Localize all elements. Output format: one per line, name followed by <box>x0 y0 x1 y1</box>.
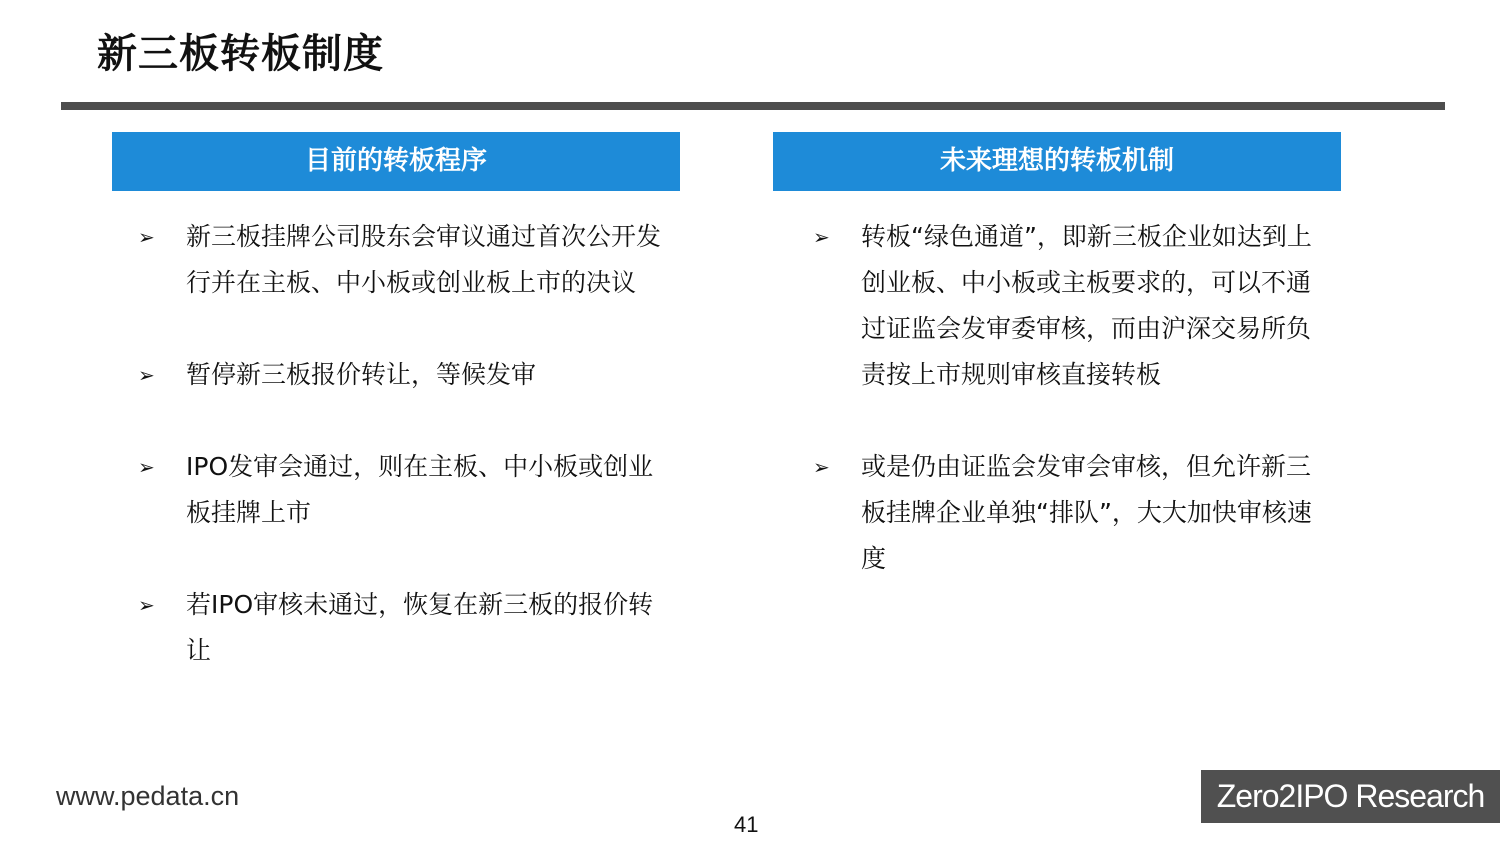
future-mechanism-column <box>773 132 1341 573</box>
page-number: 41 <box>734 812 759 837</box>
list-item <box>138 582 668 674</box>
list-item <box>138 444 668 536</box>
bullet-text: 或是仍由证监会发审会审核，但允许新三板挂牌企业单独“排队”，大大加快审核速度 <box>861 452 1312 573</box>
bullet-text: 新三板挂牌公司股东会审议通过首次公开发行并在主板、中小板或创业板上市的决议 <box>186 222 662 297</box>
bullet-text: IPO发审会通过，则在主板、中小板或创业板挂牌上市 <box>186 452 654 527</box>
bullet-text: 若IPO审核未通过，恢复在新三板的报价转让 <box>186 590 654 665</box>
website-url: www.pedata.cn <box>56 781 240 811</box>
future-mechanism-list <box>813 214 1335 628</box>
slide-title: 新三板转板制度 <box>97 31 384 77</box>
title-divider <box>61 102 1445 110</box>
list-item <box>138 214 668 306</box>
current-procedure-list <box>138 214 668 720</box>
list-item <box>813 214 1335 398</box>
bullet-text: 转板“绿色通道”，即新三板企业如达到上创业板、中小板或主板要求的，可以不通过证监会发审委审核，而由沪深交易所负责按上市规则审核直接转板 <box>861 222 1312 389</box>
arrow-bullet-icon: ➢ <box>138 363 155 387</box>
list-item <box>138 352 668 398</box>
current-procedure-column <box>112 132 680 665</box>
bullet-text: 暂停新三板报价转让，等候发审 <box>186 360 537 389</box>
list-item <box>813 444 1335 582</box>
future-mechanism-header: 未来理想的转板机制 <box>773 132 1341 191</box>
arrow-bullet-icon: ➢ <box>138 455 155 479</box>
arrow-bullet-icon: ➢ <box>138 593 155 617</box>
arrow-bullet-icon: ➢ <box>813 455 830 479</box>
arrow-bullet-icon: ➢ <box>138 225 155 249</box>
arrow-bullet-icon: ➢ <box>813 225 830 249</box>
current-procedure-header: 目前的转板程序 <box>112 132 680 191</box>
brand-logo: Zero2IPO Research <box>1201 770 1500 823</box>
